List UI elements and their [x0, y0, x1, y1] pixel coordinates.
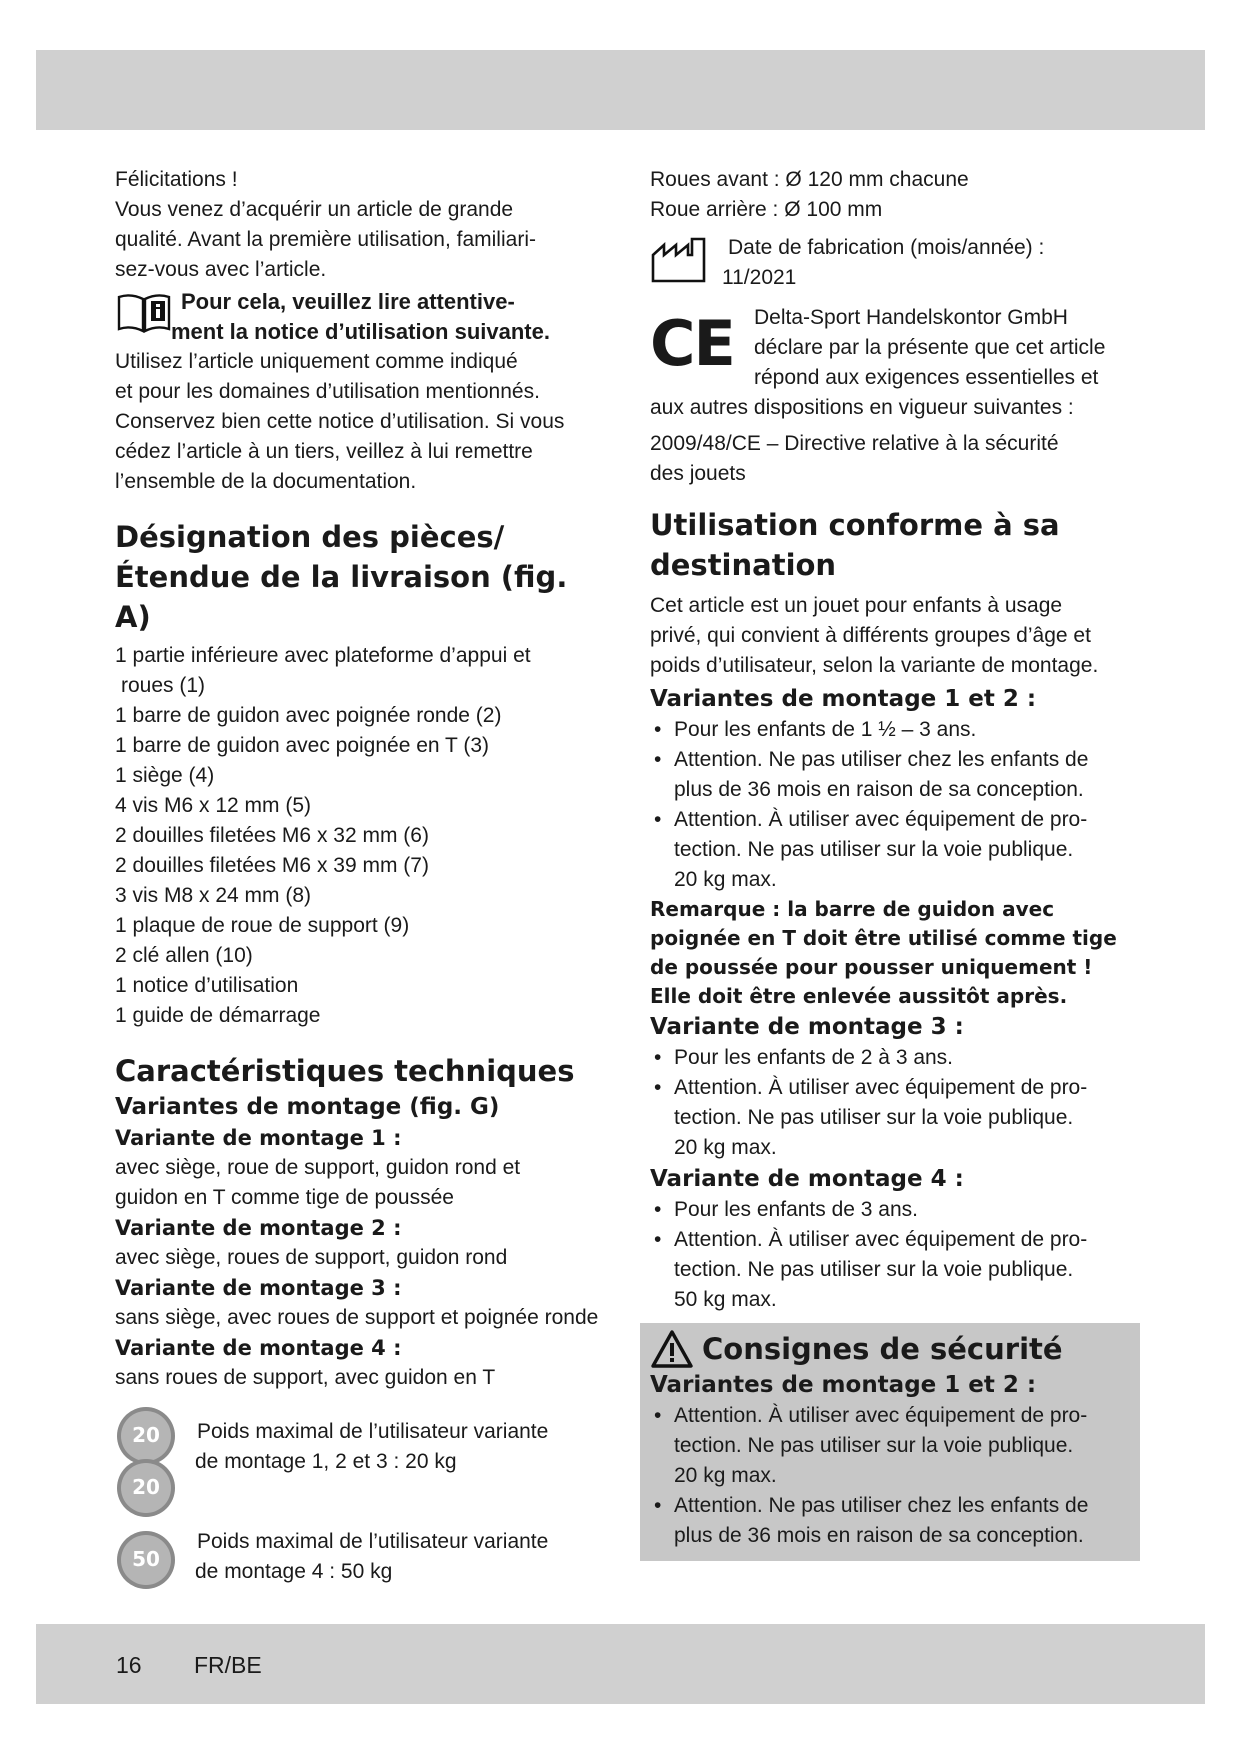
badge-value: 20 [132, 1475, 160, 1499]
usage-text: Cet article est un jouet pour enfants à usage [650, 594, 1063, 617]
header-band [36, 50, 1205, 130]
intro-greeting: Félicitations ! [115, 168, 238, 191]
manufacture-label: Date de fabrication (mois/année) : [728, 236, 1045, 259]
list-item-text: tection. Ne pas utiliser sur la voie publique. [674, 838, 1074, 861]
list-item [650, 1491, 1130, 1551]
weight-info-1 [115, 1405, 601, 1517]
directive-text: 2009/48/CE – Directive relative à la sécurité [650, 432, 1059, 455]
list-item [650, 1195, 1130, 1225]
variant-3-list [650, 1043, 1130, 1163]
ce-declaration [650, 303, 1130, 393]
parts-title: Étendue de la livraison (fig. A) [115, 560, 568, 634]
list-item [650, 1225, 1130, 1315]
badge-value: 20 [132, 1423, 160, 1447]
usage-line: Utilisez l’article uniquement comme indiqué [115, 350, 518, 373]
usage-text: poids d’utilisateur, selon la variante de montage. [650, 654, 1099, 677]
ce-text: répond aux exigences essentielles et [754, 366, 1099, 389]
variants-title: Variantes de montage (fig. G) [115, 1094, 500, 1120]
variant-heading: Variante de montage 1 : [115, 1126, 402, 1150]
list-item: 4 vis M6 x 12 mm (5) [115, 794, 312, 817]
directive-text: des jouets [650, 462, 746, 485]
list-item [115, 641, 601, 701]
manufacture-value: 11/2021 [722, 266, 797, 289]
list-item-text: 50 kg max. [674, 1288, 777, 1311]
open-book-info-icon [115, 291, 173, 335]
variant-text: sans siège, avec roues de support et poignée ronde [115, 1306, 599, 1329]
notice-text: ment la notice d’utilisation suivante. [171, 319, 550, 344]
parts-title: Désignation des pièces/ [115, 520, 505, 554]
manufacture-date [650, 233, 1130, 295]
safety-box [640, 1323, 1140, 1561]
page-number: 16 [116, 1652, 142, 1678]
intro-line: qualité. Avant la première utilisation, familiari- [115, 228, 536, 251]
variant-heading: Variantes de montage 1 et 2 : [650, 1372, 1037, 1398]
variant-text: guidon en T comme tige de poussée [115, 1186, 454, 1209]
locale-label: FR/BE [194, 1652, 262, 1678]
variant-heading: Variante de montage 2 : [115, 1216, 402, 1240]
ce-text: aux autres dispositions en vigueur suivantes : [650, 396, 1074, 419]
weight-info-2 [115, 1527, 601, 1597]
list-item-text: plus de 36 mois en raison de sa conception. [674, 778, 1084, 801]
ce-mark-icon: CE [650, 307, 734, 380]
list-item: 1 plaque de roue de support (9) [115, 914, 410, 937]
usage-line: Conservez bien cette notice d’utilisation. Si vous [115, 410, 565, 433]
weight-text: Poids maximal de l’utilisateur variante [197, 1420, 549, 1443]
list-item: 2 douilles filetées M6 x 39 mm (7) [115, 854, 429, 877]
remark-text: de poussée pour pousser uniquement ! [650, 955, 1093, 979]
safety-title: Consignes de sécurité [702, 1332, 1063, 1366]
list-item-text: 20 kg max. [674, 868, 777, 891]
list-item: 1 barre de guidon avec poignée ronde (2) [115, 704, 502, 727]
list-item: 1 barre de guidon avec poignée en T (3) [115, 734, 489, 757]
list-item-text: 1 partie inférieure avec plateforme d’appui et [115, 644, 531, 667]
variant-text: sans roues de support, avec guidon en T [115, 1366, 496, 1389]
list-item-text: plus de 36 mois en raison de sa conception. [674, 1524, 1084, 1547]
list-item-text: 20 kg max. [674, 1464, 777, 1487]
variant-heading: Variante de montage 4 : [115, 1336, 402, 1360]
remark-text: poignée en T doit être utilisé comme tige [650, 926, 1117, 950]
list-item [650, 805, 1130, 895]
parts-list [115, 641, 601, 1031]
variant-text: avec siège, roue de support, guidon rond et [115, 1156, 521, 1179]
list-item-text: Attention. À utiliser avec équipement de pro- [674, 1404, 1088, 1427]
right-column [650, 165, 1130, 1561]
list-item-text: tection. Ne pas utiliser sur la voie publique. [674, 1258, 1074, 1281]
spec-text: Roues avant : Ø 120 mm chacune [650, 168, 969, 191]
list-item: 2 douilles filetées M6 x 32 mm (6) [115, 824, 429, 847]
variant-12-list [650, 715, 1130, 895]
intro-line: sez-vous avec l’article. [115, 258, 327, 281]
notice-text: Pour cela, veuillez lire attentive- [181, 289, 515, 314]
ce-text: Delta-Sport Handelskontor GmbH [754, 306, 1068, 329]
list-item-text: Pour les enfants de 1 ½ – 3 ans. [674, 718, 977, 741]
usage-title: destination [650, 548, 837, 582]
tech-title: Caractéristiques techniques [115, 1054, 575, 1088]
variant-heading: Variante de montage 3 : [650, 1014, 964, 1040]
read-manual-notice [115, 287, 601, 347]
list-item-text: Attention. À utiliser avec équipement de pro- [674, 1228, 1088, 1251]
intro-line: Vous venez d’acquérir un article de grande [115, 198, 514, 221]
factory-date-icon [650, 237, 708, 285]
list-item: 3 vis M8 x 24 mm (8) [115, 884, 312, 907]
badge-value: 50 [132, 1547, 160, 1571]
left-column [115, 165, 601, 1597]
variant-4-list [650, 1195, 1130, 1315]
variant-text: avec siège, roues de support, guidon rond [115, 1246, 508, 1269]
weight-limit-50kg-icon [115, 1529, 177, 1591]
usage-line: cédez l’article à un tiers, veillez à lui remettre [115, 440, 533, 463]
list-item-text: Attention. Ne pas utiliser chez les enfants de [674, 1494, 1089, 1517]
list-item-text: Attention. À utiliser avec équipement de pro- [674, 1076, 1088, 1099]
variant-heading: Variante de montage 3 : [115, 1276, 402, 1300]
list-item-text: Pour les enfants de 3 ans. [674, 1198, 918, 1221]
list-item [650, 1073, 1130, 1163]
safety-list [650, 1401, 1130, 1551]
variant-heading: Variantes de montage 1 et 2 : [650, 686, 1037, 712]
list-item: 2 clé allen (10) [115, 944, 253, 967]
usage-title: Utilisation conforme à sa [650, 508, 1060, 542]
footer-band [36, 1624, 1205, 1704]
list-item: 1 guide de démarrage [115, 1004, 321, 1027]
list-item-text: 20 kg max. [674, 1136, 777, 1159]
usage-line: et pour les domaines d’utilisation mentionnés. [115, 380, 540, 403]
ce-text: déclare par la présente que cet article [754, 336, 1106, 359]
list-item [650, 1401, 1130, 1491]
weight-text: Poids maximal de l’utilisateur variante [197, 1530, 549, 1553]
list-item-text: tection. Ne pas utiliser sur la voie publique. [674, 1106, 1074, 1129]
safety-header [650, 1329, 1130, 1369]
usage-line: l’ensemble de la documentation. [115, 470, 417, 493]
remark-text: Elle doit être enlevée aussitôt après. [650, 984, 1068, 1008]
list-item: 1 siège (4) [115, 764, 215, 787]
list-item-text: tection. Ne pas utiliser sur la voie publique. [674, 1434, 1074, 1457]
list-item-text: Attention. À utiliser avec équipement de pro- [674, 808, 1088, 831]
list-item-text: Attention. Ne pas utiliser chez les enfants de [674, 748, 1089, 771]
weight-limit-20kg-icon [115, 1457, 177, 1519]
list-item: 1 notice d’utilisation [115, 974, 299, 997]
weight-text: de montage 1, 2 et 3 : 20 kg [195, 1450, 457, 1473]
variant-heading: Variante de montage 4 : [650, 1166, 964, 1192]
list-item [650, 715, 1130, 745]
weight-text: de montage 4 : 50 kg [195, 1560, 393, 1583]
remark-text: Remarque : la barre de guidon avec [650, 897, 1055, 921]
list-item-text: roues (1) [121, 674, 206, 697]
list-item-text: Pour les enfants de 2 à 3 ans. [674, 1046, 954, 1069]
list-item [650, 745, 1130, 805]
usage-text: privé, qui convient à différents groupes d’âge et [650, 624, 1091, 647]
warning-triangle-icon [650, 1329, 694, 1369]
spec-text: Roue arrière : Ø 100 mm [650, 198, 883, 221]
list-item [650, 1043, 1130, 1073]
